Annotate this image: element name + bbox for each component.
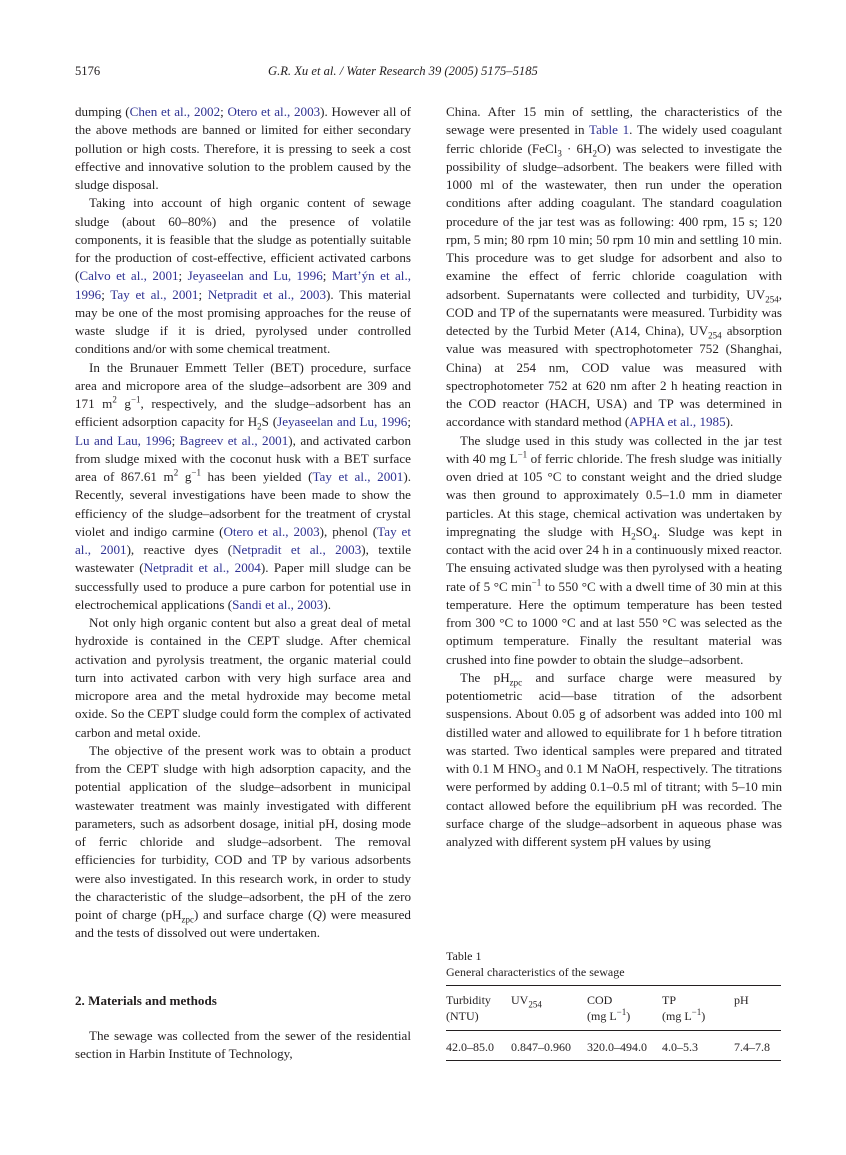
text: The objective of the present work was to obtain a product from the CEPT sludge with high adsorption capacity, and the potential application of the sludge–adsorbent in municipal wastewater treatment was mainly investigated with different parameters, such as adsorbent dosage, initial pH, dosing mode of ferric chloride and sludge–adsorbent. The removal efficiencies for turbidity, COD and TP by various adsorbents were also investigated. In this research work, in order to study the characteristic of the sludge–adsorbent, the pH of the zero point of charge (pH <box>75 742 411 922</box>
subscript: 254 <box>528 999 542 1010</box>
citation-link[interactable]: Tay et al., 2001 <box>75 523 411 557</box>
table-cell-turbidity: 42.0–85.0 <box>446 1040 494 1054</box>
text: O) was selected to investigate the possibility of sludge–adsorbent. The beakers were filled with 1000 ml of the wastewater, then run under the operation conditions after adding coagulant. The standard coagulation procedure of the jar test was as following: 400 rpm, 15 s; 120 rpm, 5 min; 80 rpm 10 min; 50 rpm 10 min and settling 10 min. This procedure was to get sludge for adsorbent and also to examine the effect of ferric chloride coagulation with adsorbent. Supernatants were collected and turbidity, UV <box>446 140 782 302</box>
subscript: 254 <box>708 330 722 341</box>
text: ). Recently, several investigations have been made to show the efficiency of the sludge–adsorbent for the treatment of crystal violet and indigo carmine ( <box>75 469 411 539</box>
header-unit: (NTU) <box>446 1009 479 1023</box>
table-cell-uv254: 0.847–0.960 <box>511 1040 571 1054</box>
header-unit <box>662 1008 705 1024</box>
text: g <box>116 396 131 411</box>
table-label: Table 1 <box>446 949 482 963</box>
table-header-tp <box>662 992 705 1024</box>
text: ), phenol ( <box>319 523 378 539</box>
text: SO <box>635 523 653 539</box>
running-header-citation: G.R. Xu et al. / Water Research 39 (2005) 5175–5185 <box>268 64 538 78</box>
text: ). This material may be one of the most promising approaches for the reuse of waste sludge if it is dried, pyrolysed under controlled conditions and/or with some chemical treatment. <box>75 286 411 357</box>
table-title: General characteristics of the sewage <box>446 965 625 979</box>
italic-symbol: Q <box>312 907 322 922</box>
text: ), textile wastewater ( <box>75 542 412 576</box>
superscript: −1 <box>191 467 201 478</box>
subscript: 254 <box>765 294 779 305</box>
citation-link[interactable]: Mart’ýn et al., 1996 <box>75 268 411 302</box>
subscript: 2 <box>631 531 636 542</box>
text: ) and surface charge ( <box>194 907 313 922</box>
paragraph: The sewage was collected from the sewer of the residential section in Harbin Institute of Technology, <box>75 1028 411 1062</box>
citation-link[interactable]: Netpradit et al., 2004 <box>143 560 261 576</box>
paragraph: Not only high organic content but also a great deal of metal hydroxide is contained in the CEPT sludge. After chemical activation and pyrolysis treatment, the organic material could turn into activated carbon with very high surface area and micropore area and the metal hydroxide may become metal oxide. So the CEPT sludge could form the complex of activated carbon and metal oxide. <box>75 615 411 740</box>
superscript: 2 <box>112 394 117 405</box>
citation-link[interactable]: Otero et al., 2003 <box>227 104 321 119</box>
table-cell-ph: 7.4–7.8 <box>734 1040 770 1054</box>
paragraph: Taking into account of high organic content of sewage sludge (about 60–80%) and the presence of volatile components, it is feasible that the sludge as potentially suitable for the production of cost-effective, efficient activated carbons (Calvo et al., 2001; Jeyaseelan and Lu, 1996; Mart’ýn et al., 1996; Tay et al., 2001; Netpradit et al., 2003). This material may be one of the most promising approaches for the reuse of waste sludge if it is dried, pyrolysed under controlled conditions and/or with some chemical treatment. <box>75 195 411 357</box>
subscript: zpc <box>509 677 523 688</box>
text: China. After 15 min of settling, the characteristics of the sewage were presented in <box>446 104 782 138</box>
text: . Sludge was kept in contact with the acid over 24 h in a continuously mixed reactor. The ensuing activated sludge was then pyrolysed with a heating rate of 5 °C min <box>446 523 782 594</box>
text: ) were measured and the tests of dissolved out were undertaken. <box>75 907 411 941</box>
text: and 0.1 M NaOH, respectively. The titrations were performed by adding 0.1–0.5 ml of titrant; with 5–10 min contact allowed before the equilibrium pH was recorded. The surface charge of the sludge–adsorbent in aqueous phase was analyzed with different system pH values by using <box>446 761 782 849</box>
paragraph <box>75 103 411 194</box>
section-body <box>75 1027 411 1064</box>
header-label: UV <box>511 993 529 1007</box>
citation-link[interactable]: Netpradit et al., 2003 <box>207 286 327 302</box>
text: g <box>178 469 192 484</box>
paragraph <box>446 432 782 669</box>
paragraph <box>446 669 782 852</box>
text: , respectively, and the sludge–adsorbent has an efficient adsorption capacity for H <box>75 396 411 430</box>
text: ). <box>725 414 734 430</box>
paragraph <box>446 103 782 432</box>
section-heading: 2. Materials and methods <box>75 993 217 1008</box>
citation-link[interactable]: Calvo et al., 2001 <box>79 268 179 284</box>
left-column <box>75 103 411 943</box>
table-bottom-rule <box>446 1060 781 1061</box>
table-reference-link[interactable]: Table 1 <box>589 122 630 138</box>
text: , COD and TP of the supernatants were measured. Turbidity was detected by the Turbid Meter (A14, China), UV <box>446 286 782 338</box>
unit-text: (mg L <box>662 1009 692 1023</box>
page-number: 5176 <box>75 64 101 78</box>
citation-link[interactable]: Sandi et al., 2003 <box>232 596 324 612</box>
subscript: 3 <box>536 768 541 779</box>
paragraph: In the Brunauer Emmett Teller (BET) procedure, surface area and micropore area of the sludge–adsorbent are 309 and 171 $m^2$ $g^{-1}$, respectively, and the sludge–adsorbent has an efficient adsorption capacity for $H_2S$ (Jeyaseelan and Lu, 1996; Lu and Lau, 1996; Bagreev et al., 2001), and activated carbon from sludge mixed with the coconut husk with a BET surface area of 867.61 $m^2$ $g^{-1}$ has been yielded (Tay et al., 2001). Recently, several investigations have been made to show the efficiency of the sludge–adsorbent for the treatment of crystal violet and indigo carmine (Otero et al., 2003), phenol (Tay et al., 2001), reactive dyes (Netpradit et al., 2003), textile wastewater (Netpradit et al., 2004). Paper mill sludge can be successfully used to produce a pure carbon for potential use in electrochemical applications (Sandi et al., 2003). <box>75 359 412 612</box>
subscript: 2 <box>257 421 262 432</box>
subscript: 2 <box>592 148 598 159</box>
citation-link[interactable]: Lu and Lau, 1996 <box>75 432 172 448</box>
table-caption <box>446 948 625 980</box>
superscript: −1 <box>531 577 542 588</box>
superscript: −1 <box>517 449 528 460</box>
unit-close: ) <box>701 1009 706 1023</box>
subscript: 4 <box>652 531 657 542</box>
unit-text: (mg L <box>587 1009 617 1023</box>
paragraph <box>75 742 411 943</box>
citation-link[interactable]: Jeyaseelan and Lu, 1996 <box>187 268 323 284</box>
text: of ferric chloride. The fresh sludge was initially oven dried at 105 °C to constant weight and the dried sludge was then ground to approximately 0.5–1.0 mm in diameter particles. At this stage, chemical activation was undertaken by impregnating the sludge with H <box>446 450 782 539</box>
table-cell-cod: 320.0–494.0 <box>587 1040 647 1054</box>
text: S ( <box>261 414 278 430</box>
text: ). <box>323 596 331 612</box>
superscript: −1 <box>616 1007 627 1017</box>
superscript: −1 <box>130 394 141 405</box>
citation-link[interactable]: Tay et al., 2001 <box>312 469 404 484</box>
table-header-turbidity <box>446 992 491 1024</box>
text: ). However all of the above methods are banned or limited for either secondary pollution or high costs. Therefore, it is pressing to seek a cost effective and innovative solution to the problem caused by the sludge disposal. <box>75 104 411 192</box>
text: ). Paper mill sludge can be successfully used to produce a pure carbon for potential use in electrochemical applications ( <box>75 560 411 612</box>
table-header-ph: pH <box>734 993 749 1007</box>
text: ), and activated carbon from sludge mixed with the coconut husk with a BET surface area of 867.61 m <box>75 432 411 484</box>
text: absorption value was measured with spectrophotometer 752 (Shanghai, China) at 254 nm, COD value was measured with spectrophotometer 752 at 620 nm after 2 h heating reaction in the COD reactor (HACH, USA) and TP was determined in accordance with standard method ( <box>446 323 782 430</box>
text: to 550 °C with a dwell time of 30 min at this temperature. Here the optimum temperature has been tested from 300 °C to 1000 °C and at last 550 °C was selected as the optimum temperature. Finally the resultant material was crushed into fine powder to obtain the sludge–adsorbent. <box>446 578 782 667</box>
table-cell-tp: 4.0–5.3 <box>662 1040 698 1054</box>
text: The pH <box>460 669 510 685</box>
header-unit <box>587 1008 630 1024</box>
citation-link[interactable]: Otero et al., 2003 <box>223 523 320 539</box>
citation-link[interactable]: Jeyaseelan and Lu, 1996 <box>277 414 408 430</box>
superscript: 2 <box>173 467 179 478</box>
text: In the Brunauer Emmett Teller (BET) procedure, surface area and micropore area of the sludge–adsorbent are 309 and 171 m <box>75 359 411 411</box>
text: ), reactive dyes ( <box>126 542 233 557</box>
header-label: Turbidity <box>446 993 491 1007</box>
table-mid-rule <box>446 1030 781 1031</box>
text: . The widely used coagulant ferric chloride (FeCl <box>446 122 783 156</box>
table-top-rule <box>446 985 781 986</box>
subscript: 3 <box>557 148 562 159</box>
citation-link[interactable]: Chen et al., 2002 <box>129 104 221 119</box>
text: has been yielded ( <box>200 469 313 484</box>
citation-link[interactable]: Bagreev et al., 2001 <box>179 432 289 448</box>
citation-link[interactable]: APHA et al., 1985 <box>629 414 726 430</box>
citation-link[interactable]: Tay et al., 2001 <box>110 286 199 302</box>
unit-close: ) <box>626 1009 631 1023</box>
text: Taking into account of high organic content of sewage sludge (about 60–80%) and the presence of volatile components, it is feasible that the sludge as potentially suitable for the production of cost-effective, efficient activated carbons ( <box>75 195 411 284</box>
table-header-uv254 <box>511 992 542 1008</box>
subscript: zpc <box>181 914 195 925</box>
text: The sludge used in this study was collected in the jar test with 40 mg L <box>446 432 782 466</box>
table-header-cod <box>587 992 630 1024</box>
text: ; <box>220 104 228 119</box>
text: · 6H <box>561 140 593 156</box>
header-label: TP <box>662 993 677 1007</box>
header-label: COD <box>587 993 613 1007</box>
superscript: −1 <box>691 1007 702 1017</box>
citation-link[interactable]: Netpradit et al., 2003 <box>232 542 362 557</box>
right-column <box>446 103 782 851</box>
text: dumping ( <box>75 104 130 119</box>
text: and surface charge were measured by potentiometric acid—base titration of the adsorbent suspensions. About 0.05 g of adsorbent was added into 100 ml distilled water and allowed to equilibrate for 1 h before titration was started. Two identical samples were prepared and titrated with 0.1 M HNO <box>446 669 782 776</box>
